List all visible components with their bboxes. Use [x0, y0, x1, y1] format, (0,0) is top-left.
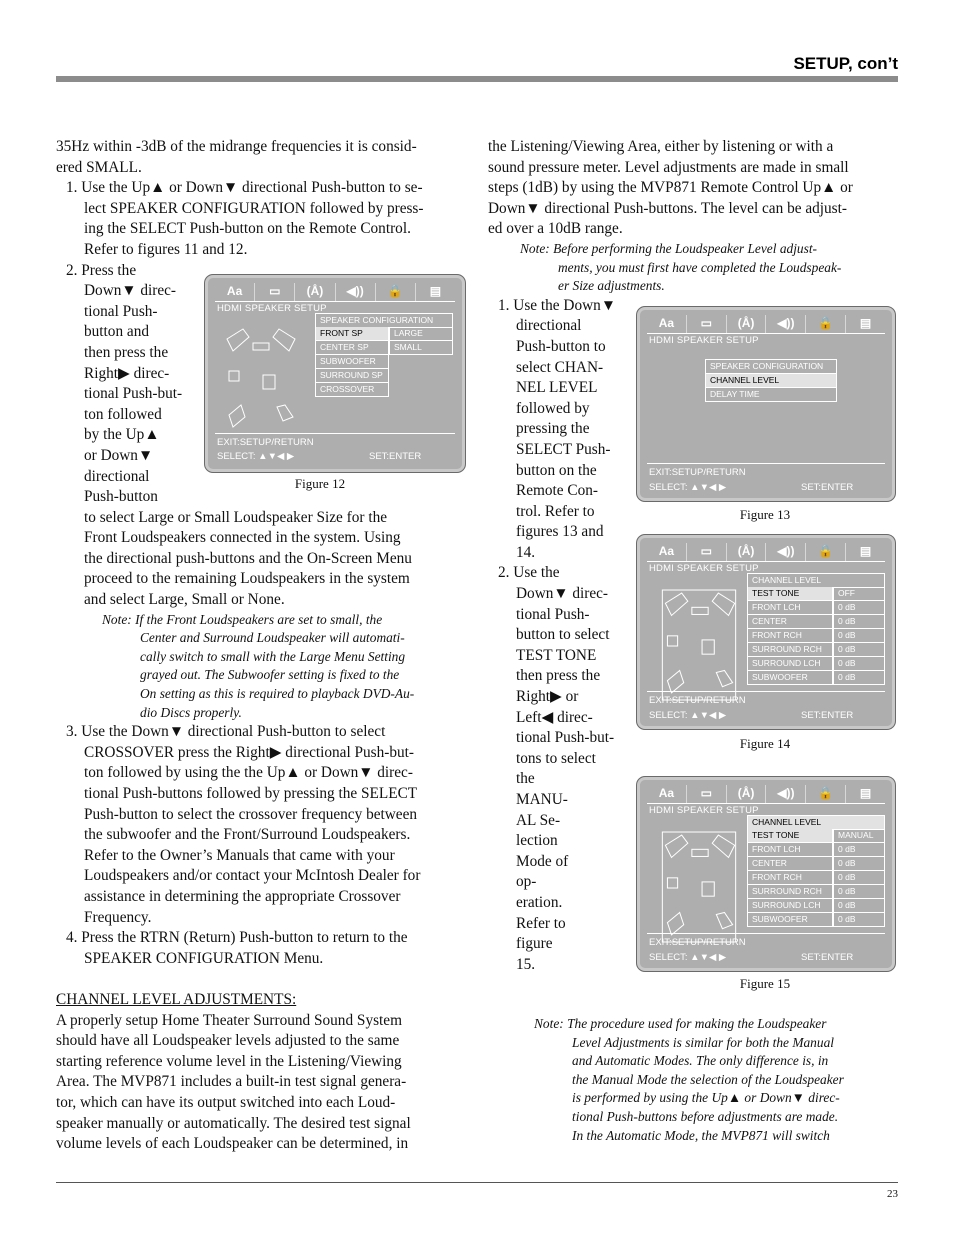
- step-line: and select Large, Small or None.: [84, 591, 285, 609]
- step-line: lect SPEAKER CONFIGURATION followed by press-: [84, 199, 424, 217]
- speaker-layout-icon: [653, 831, 745, 943]
- figure-13-caption: Figure 13: [739, 507, 791, 522]
- step-line: ton followed by using the the Up▲ or Down▼ direc-: [84, 764, 413, 782]
- osd-title: HDMI SPEAKER SETUP: [649, 805, 759, 816]
- step-line: proceed to the remaining Loudspeakers in the system: [84, 570, 410, 588]
- step-4: [56, 928, 468, 969]
- menu-item-surround-lch[interactable]: SURROUND LCH: [748, 899, 832, 913]
- level-value[interactable]: 0 dB: [834, 871, 884, 885]
- audio-icon: ◀)): [766, 315, 806, 333]
- menu-item-surround-lch[interactable]: SURROUND LCH: [748, 657, 832, 671]
- step-line: Loudspeakers and/or contact your McIntosh Dealer for: [84, 867, 421, 885]
- step-line: Down▼ direc-: [84, 282, 177, 300]
- step-line: ton followed: [84, 405, 162, 423]
- step-line: AL Se-: [516, 811, 561, 829]
- step-line: 15.: [516, 955, 536, 973]
- menu-item-front-lch[interactable]: FRONT LCH: [748, 843, 832, 857]
- test-tone-value[interactable]: MANUAL: [834, 829, 884, 843]
- level-value[interactable]: 0 dB: [834, 899, 884, 913]
- step-line: figures 13 and: [516, 523, 604, 541]
- channel-values: [833, 829, 885, 927]
- osd-select-hint: SELECT: ▲▼◀ ▶: [649, 710, 727, 721]
- text-icon: Aa: [647, 315, 687, 333]
- step-line: Push-button to select the crossover frequency between: [84, 805, 418, 823]
- step-1: [56, 178, 468, 260]
- lock-icon: 🔒: [806, 543, 846, 561]
- channel-values: [833, 587, 885, 685]
- intro-line: ered SMALL.: [56, 158, 142, 176]
- note-level-adjust: [488, 240, 900, 296]
- audio-icon: ◀)): [336, 283, 376, 301]
- step-line: trol. Refer to: [516, 502, 595, 520]
- display-icon: ▭: [687, 315, 727, 333]
- speaker-setup-icon: (Å): [295, 283, 335, 301]
- osd-select-hint: SELECT: ▲▼◀ ▶: [217, 451, 295, 462]
- level-value[interactable]: 0 dB: [834, 843, 884, 857]
- step-line: button on the: [516, 461, 597, 479]
- step-line: tional Push-but-: [84, 385, 183, 403]
- step-line: 3. Use the Down▼ directional Push-button to select: [66, 723, 386, 741]
- step-line: Push-button to: [516, 337, 606, 355]
- level-value[interactable]: 0 dB: [834, 643, 884, 657]
- para-line: starting reference volume level in the Listening/Viewing: [56, 1052, 402, 1070]
- option-large[interactable]: LARGE: [390, 327, 452, 341]
- para-line: sound pressure meter. Level adjustments are made in small: [488, 158, 849, 176]
- speaker-layout-icon: [653, 589, 745, 701]
- step-line: tional Push-but-: [516, 729, 615, 747]
- menu-icon: ▤: [429, 284, 442, 298]
- note-line: dio Discs properly.: [140, 704, 242, 720]
- menu-item-front-rch[interactable]: FRONT RCH: [748, 629, 832, 643]
- note-line: ments, you must first have completed the Loudspeak-: [558, 259, 842, 275]
- menu-item-front-rch[interactable]: FRONT RCH: [748, 871, 832, 885]
- step-line: Push-button: [84, 488, 158, 506]
- speaker-setup-menu: [705, 359, 837, 402]
- osd-select-hint: SELECT: ▲▼◀ ▶: [649, 482, 727, 493]
- step-line: Refer to: [516, 914, 566, 932]
- osd-figure-14: [636, 534, 896, 730]
- level-value[interactable]: 0 dB: [834, 601, 884, 615]
- step-line: NEL LEVEL: [516, 379, 598, 397]
- menu-item-front-sp[interactable]: FRONT SP: [316, 327, 388, 341]
- para-line: volume levels of each Loudspeaker can be determined, in: [56, 1135, 409, 1153]
- note-line: grayed out. The Subwoofer setting is fixed to the: [140, 667, 400, 683]
- osd-set-hint: SET:ENTER: [369, 451, 422, 462]
- menu-item-surround-sp[interactable]: SURROUND SP: [316, 369, 388, 383]
- osd-icon-bar: [647, 785, 885, 804]
- menu-item[interactable]: SPEAKER CONFIGURATION: [320, 315, 434, 325]
- step-line: 4. Press the RTRN (Return) Push-button to return to the: [66, 929, 408, 947]
- channel-labels: [747, 829, 833, 927]
- display-icon: ▭: [255, 283, 295, 301]
- para-line: Area. The MVP871 includes a built-in test signal genera-: [56, 1073, 407, 1091]
- step-line: tional Push-buttons followed by pressing the SELECT: [84, 785, 418, 802]
- figure-15-caption: Figure 15: [739, 976, 791, 991]
- menu-item-test-tone[interactable]: TEST TONE: [748, 587, 832, 601]
- osd-set-hint: SET:ENTER: [801, 710, 854, 721]
- step-line: tional Push-: [84, 302, 158, 320]
- option-small[interactable]: SMALL: [394, 342, 422, 352]
- menu-icon: ▤: [859, 316, 872, 330]
- step-line: Left◀ direc-: [516, 708, 593, 726]
- note-line: tional Push-buttons before adjustments are made.: [572, 1108, 839, 1124]
- step-line: 1. Use the Down▼: [498, 296, 616, 314]
- channel-level-header: [747, 815, 885, 830]
- note-line: cally switch to small with the Large Menu Setting: [140, 648, 406, 664]
- osd-select-hint: SELECT: ▲▼◀ ▶: [649, 952, 727, 963]
- step-line: Frequency.: [84, 908, 152, 926]
- osd-exit-hint: EXIT:SETUP/RETURN: [649, 937, 746, 948]
- step-line: op-: [516, 873, 537, 891]
- speaker-layout-icon: [223, 325, 297, 435]
- menu-item-center[interactable]: CENTER: [748, 615, 832, 629]
- step-line: assistance in determining the appropriate Crossover: [84, 887, 401, 905]
- text-icon: Aa: [647, 785, 687, 803]
- step-line: the subwoofer and the Front/Surround Loudspeakers.: [84, 826, 411, 844]
- step-line: CROSSOVER press the Right▶ directional Push-but-: [84, 743, 415, 761]
- menu-header: CHANNEL LEVEL: [752, 575, 822, 585]
- level-value[interactable]: 0 dB: [834, 629, 884, 643]
- lock-icon: 🔒: [806, 315, 846, 333]
- lock-icon: 🔒: [376, 283, 416, 301]
- note-line: the Manual Mode the selection of the Loudspeaker: [572, 1071, 844, 1087]
- step-line: ing the SELECT Push-button on the Remote Control.: [84, 220, 411, 238]
- menu-item-center[interactable]: CENTER: [748, 857, 832, 871]
- figure-12-caption: Figure 12: [294, 476, 346, 491]
- menu-icon: ▤: [859, 786, 872, 800]
- osd-icon-bar: [647, 543, 885, 562]
- speaker-setup-icon: (Å): [727, 785, 767, 803]
- step-line: eration.: [516, 893, 563, 911]
- step-line: the directional push-buttons and the On-Screen Menu: [84, 549, 412, 567]
- step-line: Mode of: [516, 852, 569, 870]
- step-line: Refer to figures 11 and 12.: [84, 240, 248, 258]
- step-line: then press the: [516, 667, 601, 685]
- menu-item-center-sp[interactable]: CENTER SP: [316, 341, 388, 355]
- display-icon: ▭: [687, 785, 727, 803]
- step-line: Front Loudspeakers connected in the system. Using: [84, 529, 401, 547]
- step-line: button to select: [516, 626, 610, 644]
- level-value[interactable]: 0 dB: [838, 672, 856, 682]
- osd-figure-15: [636, 776, 896, 972]
- note-line: Note: If the Front Loudspeakers are set to small, the: [102, 611, 383, 627]
- channel-labels: [747, 587, 833, 685]
- note-line: On setting as this is required to playback DVD-Au-: [140, 686, 415, 702]
- step-line: 1. Use the Up▲ or Down▼ directional Push-button to se-: [66, 179, 423, 197]
- osd-figure-13: [636, 306, 896, 502]
- speaker-list: [315, 327, 389, 397]
- osd-icon-bar: [647, 315, 885, 334]
- step-line: or Down▼: [84, 446, 154, 464]
- display-icon: ▭: [687, 543, 727, 561]
- menu-item-front-lch[interactable]: FRONT LCH: [748, 601, 832, 615]
- step-line: tons to select: [516, 749, 596, 767]
- section-title: SETUP, con’t: [793, 54, 898, 73]
- osd-title: HDMI SPEAKER SETUP: [649, 563, 759, 574]
- speaker-setup-icon: (Å): [727, 543, 767, 561]
- para-line: ed over a 10dB range.: [488, 220, 623, 238]
- menu-item-subwoofer[interactable]: SUBWOOFER: [752, 672, 808, 682]
- step-line: to select Large or Small Loudspeaker Size for the: [84, 508, 388, 526]
- step-line: 2. Press the: [66, 261, 137, 279]
- test-tone-value[interactable]: OFF: [834, 587, 884, 601]
- step-line: button and: [84, 323, 150, 341]
- note-manual-auto: [534, 1015, 900, 1145]
- step-line: then press the: [84, 343, 169, 361]
- menu-item-delay-time[interactable]: DELAY TIME: [710, 389, 760, 399]
- step-line: Down▼ direc-: [516, 585, 609, 603]
- step-3: [56, 722, 468, 928]
- osd-icon-bar: [215, 283, 455, 302]
- speaker-setup-icon: (Å): [727, 315, 767, 333]
- channel-level-header: [747, 573, 885, 588]
- header-rule: [56, 76, 898, 82]
- menu-item-surround-rch[interactable]: SURROUND RCH: [748, 885, 832, 899]
- step-line: figure: [516, 935, 553, 953]
- note-line: and Automatic Modes. The only difference is, in: [572, 1053, 829, 1069]
- osd-exit-hint: EXIT:SETUP/RETURN: [217, 437, 314, 448]
- menu-item-surround-rch[interactable]: SURROUND RCH: [748, 643, 832, 657]
- step-line: select CHAN-: [516, 358, 604, 376]
- page-number: 23: [887, 1188, 898, 1200]
- osd-exit-hint: EXIT:SETUP/RETURN: [649, 467, 746, 478]
- step-line: Right▶ direc-: [84, 364, 170, 382]
- para-line: speaker manually or automatically. The desired test signal: [56, 1114, 411, 1132]
- footer-rule: [56, 1182, 898, 1183]
- speaker-config-menu: [315, 313, 453, 328]
- step-line: followed by: [516, 399, 590, 417]
- step-line: Refer to the Owner’s Manuals that came with your: [84, 846, 395, 864]
- step-line: TEST TONE: [516, 646, 597, 664]
- size-options: [389, 327, 453, 355]
- menu-item-channel-level[interactable]: CHANNEL LEVEL: [706, 374, 836, 388]
- menu-item-subwoofer[interactable]: SUBWOOFER: [316, 355, 388, 369]
- step-line: directional: [84, 467, 150, 485]
- step-line: 2. Use the: [498, 564, 560, 582]
- menu-icon: ▤: [859, 544, 872, 558]
- text-icon: Aa: [647, 543, 687, 561]
- menu-item-crossover[interactable]: CROSSOVER: [320, 384, 375, 394]
- osd-figure-12: [204, 274, 466, 473]
- osd-title: HDMI SPEAKER SETUP: [217, 303, 327, 314]
- osd-set-hint: SET:ENTER: [801, 952, 854, 963]
- para-line: should have all Loudspeaker levels adjusted to the same: [56, 1032, 400, 1050]
- para-line: tor, which can have its output switched into each Loud-: [56, 1093, 396, 1111]
- osd-exit-hint: EXIT:SETUP/RETURN: [649, 695, 746, 706]
- text-icon: Aa: [215, 283, 255, 301]
- menu-item-test-tone[interactable]: TEST TONE: [748, 829, 832, 843]
- level-value[interactable]: 0 dB: [838, 914, 856, 924]
- note-line: Note: Before performing the Loudspeaker Level adjust-: [520, 240, 818, 256]
- step-line: SPEAKER CONFIGURATION Menu.: [84, 949, 324, 967]
- step-line: MANU-: [516, 791, 568, 808]
- osd-title: HDMI SPEAKER SETUP: [649, 335, 759, 346]
- osd-set-hint: SET:ENTER: [801, 482, 854, 493]
- step-line: Right▶ or: [516, 688, 579, 706]
- level-value[interactable]: 0 dB: [834, 857, 884, 871]
- menu-header: CHANNEL LEVEL: [748, 816, 884, 829]
- step-line: tional Push-: [516, 605, 590, 623]
- step-line: Remote Con-: [516, 482, 598, 500]
- figure-14-caption: Figure 14: [739, 736, 791, 751]
- level-value[interactable]: 0 dB: [834, 657, 884, 671]
- lock-icon: 🔒: [806, 785, 846, 803]
- note-small-speakers: [56, 611, 468, 723]
- note-line: is performed by using the Up▲ or Down▼ direc-: [572, 1090, 840, 1106]
- note-line: Note: The procedure used for making the Loudspeaker: [534, 1016, 827, 1031]
- menu-item-speaker-config[interactable]: SPEAKER CONFIGURATION: [706, 360, 836, 374]
- note-line: er Size adjustments.: [558, 278, 665, 294]
- step-line: the: [516, 770, 535, 788]
- step-line: directional: [516, 317, 582, 335]
- note-line: In the Automatic Mode, the MVP871 will switch: [572, 1127, 830, 1143]
- level-value[interactable]: 0 dB: [834, 615, 884, 629]
- para-line: steps (1dB) by using the MVP871 Remote Control Up▲ or: [488, 179, 853, 197]
- step-line: pressing the: [516, 420, 590, 438]
- step-line: SELECT Push-: [516, 440, 611, 458]
- intro-line: 35Hz within -3dB of the midrange frequencies it is consid-: [56, 138, 417, 155]
- audio-icon: ◀)): [766, 785, 806, 803]
- step-line: by the Up▲: [84, 426, 160, 444]
- section-heading: CHANNEL LEVEL ADJUSTMENTS:: [56, 990, 297, 1008]
- step-line: lection: [516, 832, 558, 850]
- step-line: 14.: [516, 543, 536, 561]
- note-line: Level Adjustments is similar for both the Manual: [572, 1034, 834, 1050]
- menu-item-subwoofer[interactable]: SUBWOOFER: [752, 914, 808, 924]
- para-line: A properly setup Home Theater Surround Sound System: [56, 1011, 402, 1029]
- note-line: Center and Surround Loudspeaker will automati-: [140, 630, 405, 646]
- para-line: Down▼ directional Push-buttons. The level can be adjust-: [488, 199, 847, 217]
- level-value[interactable]: 0 dB: [834, 885, 884, 899]
- para-line: the Listening/Viewing Area, either by listening or with a: [488, 138, 834, 155]
- audio-icon: ◀)): [766, 543, 806, 561]
